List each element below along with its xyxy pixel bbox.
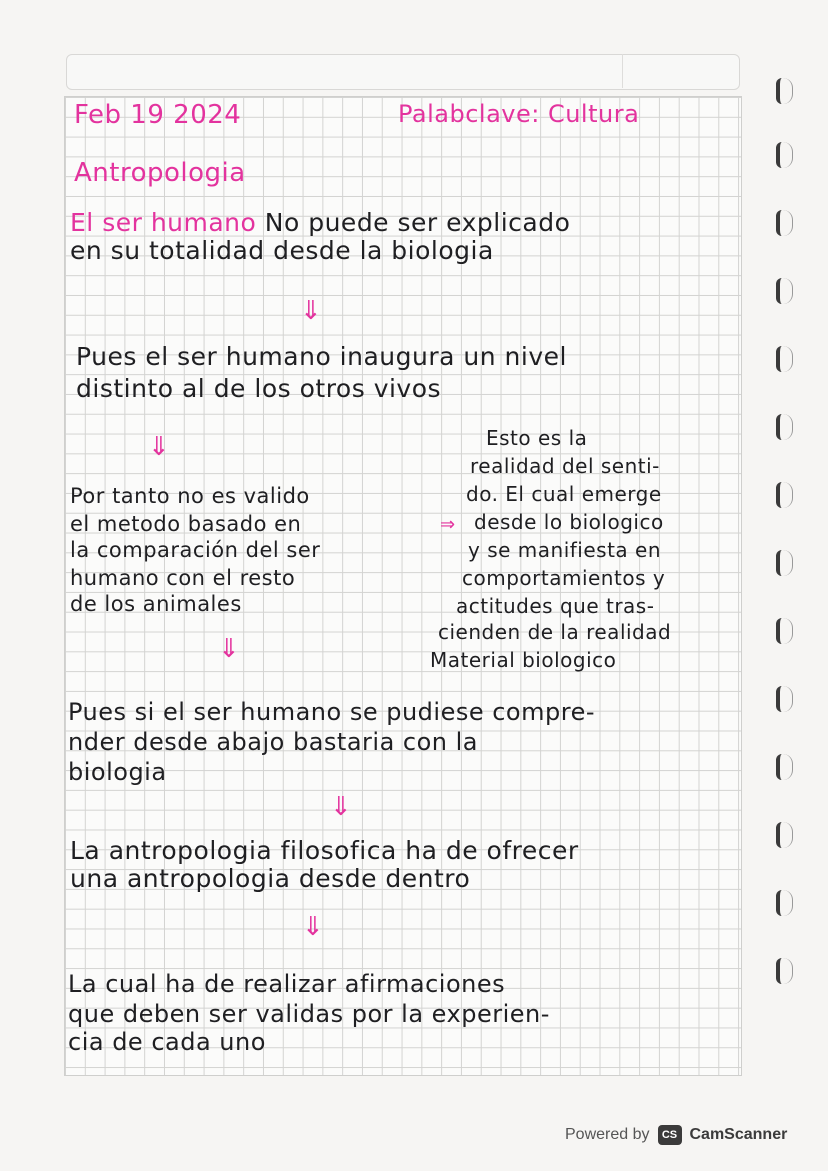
- note-left-1: Por tanto no es valido: [70, 484, 310, 508]
- note-right-1: Esto es la: [486, 426, 588, 450]
- binder-ring: [776, 346, 793, 372]
- binder-ring: [776, 78, 793, 104]
- note-line-6: nder desde abajo bastaria con la: [68, 728, 478, 756]
- note-line-1: [70, 208, 570, 237]
- note-right-6: comportamientos y: [462, 566, 666, 590]
- note-left-3: la comparación del ser: [70, 538, 321, 562]
- note-line-5: Pues si el ser humano se pudiese compre-: [68, 698, 595, 726]
- note-line-11: que deben ser validas por la experien-: [68, 1000, 550, 1028]
- binder-ring: [776, 958, 793, 984]
- note-line-3: Pues el ser humano inaugura un nivel: [76, 342, 567, 371]
- binder-ring: [776, 618, 793, 644]
- note-line-1-highlight: El ser humano: [70, 208, 257, 237]
- note-line-4: distinto al de los otros vivos: [76, 374, 442, 403]
- binder-ring: [776, 822, 793, 848]
- binder-ring: [776, 686, 793, 712]
- down-arrow-icon: ⇓: [218, 634, 240, 664]
- camscanner-footer: [565, 1125, 787, 1145]
- down-arrow-icon: ⇓: [302, 912, 324, 942]
- note-line-2: en su totalidad desde la biologia: [70, 236, 494, 265]
- down-arrow-icon: ⇓: [300, 296, 322, 326]
- binder-ring: [776, 482, 793, 508]
- camscanner-brand: CamScanner: [689, 1126, 788, 1143]
- powered-by-label: Powered by: [565, 1126, 650, 1143]
- note-line-7: biologia: [68, 758, 167, 786]
- binder-ring: [776, 210, 793, 236]
- binder-ring: [776, 890, 793, 916]
- down-arrow-icon: ⇓: [148, 432, 170, 462]
- note-right-9: Material biologico: [430, 648, 617, 672]
- note-line-8: La antropologia filosofica ha de ofrecer: [70, 836, 579, 865]
- binder-ring: [776, 754, 793, 780]
- note-line-12: cia de cada uno: [68, 1028, 266, 1056]
- note-left-5: de los animales: [70, 592, 242, 616]
- note-left-4: humano con el resto: [70, 566, 296, 590]
- note-right-3: do. El cual emerge: [466, 482, 662, 506]
- binder-ring: [776, 550, 793, 576]
- note-right-4: desde lo biologico: [474, 510, 664, 534]
- camscanner-logo-icon: CS: [658, 1125, 682, 1145]
- note-line-9: una antropologia desde dentro: [70, 864, 471, 893]
- note-date: Feb 19 2024: [74, 100, 242, 130]
- binder-ring: [776, 414, 793, 440]
- right-arrow-icon: ⇒: [440, 514, 456, 535]
- note-left-2: el metodo basado en: [70, 512, 302, 536]
- note-line-1-rest: No puede ser explicado: [256, 208, 571, 237]
- note-right-2: realidad del senti-: [470, 454, 660, 478]
- binder-ring: [776, 142, 793, 168]
- header-strip-divider: [622, 54, 739, 88]
- note-line-10: La cual ha de realizar afirmaciones: [68, 970, 506, 998]
- note-right-7: actitudes que tras-: [456, 594, 655, 618]
- note-keyword: Palabclave: Cultura: [398, 100, 640, 128]
- note-right-8: cienden de la realidad: [438, 620, 672, 644]
- down-arrow-icon: ⇓: [330, 792, 352, 822]
- binder-ring: [776, 278, 793, 304]
- note-subject: Antropologia: [74, 158, 246, 188]
- note-right-5: y se manifiesta en: [468, 538, 662, 562]
